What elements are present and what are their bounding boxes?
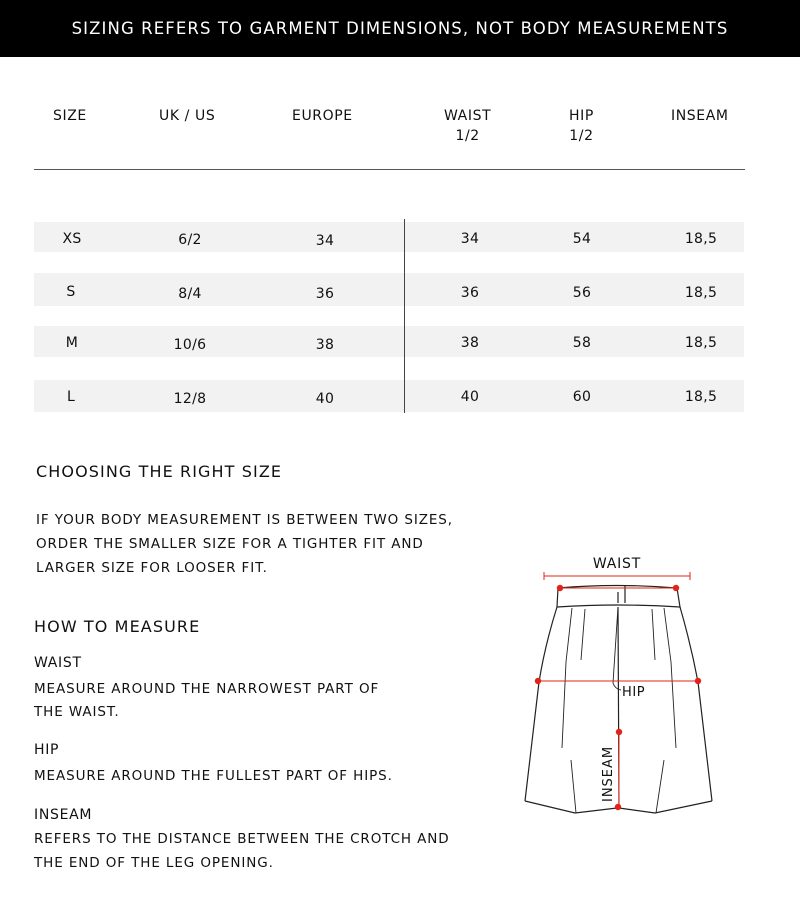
inseam-line: THE END OF THE LEG OPENING.: [34, 855, 274, 871]
cell-size: S: [66, 284, 76, 300]
cell-hip: 58: [572, 335, 592, 351]
header-divider: [34, 169, 745, 170]
cell-inseam: 18,5: [684, 231, 718, 247]
header-hip: HIP 1/2: [569, 108, 594, 144]
cell-inseam: 18,5: [684, 335, 718, 351]
cell-waist: 38: [460, 335, 480, 351]
inseam-label: INSEAM: [601, 745, 616, 802]
waist-label: WAIST: [592, 556, 642, 572]
header-size: SIZE: [53, 108, 87, 124]
cell-hip: 56: [572, 285, 592, 301]
cell-size: M: [65, 335, 79, 351]
waist-line: MEASURE AROUND THE NARROWEST PART OF: [34, 681, 380, 697]
cell-waist: 34: [460, 231, 480, 247]
cell-waist: 36: [460, 285, 480, 301]
choosing-line: IF YOUR BODY MEASUREMENT IS BETWEEN TWO SIZES,: [36, 512, 453, 528]
cell-uk-us: 10/6: [173, 337, 207, 353]
hip-title: HIP: [34, 742, 60, 758]
left-outer-seam: [525, 607, 557, 801]
cell-europe: 38: [315, 337, 335, 353]
cell-europe: 36: [315, 286, 335, 302]
waist-line: THE WAIST.: [34, 704, 120, 720]
header-waist: WAIST 1/2: [444, 108, 492, 144]
cell-size: L: [66, 389, 76, 405]
cell-europe: 34: [315, 233, 335, 249]
cell-waist: 40: [460, 389, 480, 405]
choosing-title: CHOOSING THE RIGHT SIZE: [36, 462, 283, 481]
inseam-title: INSEAM: [34, 807, 93, 823]
header-uk-us: UK / US: [159, 108, 216, 124]
cell-uk-us: 6/2: [178, 232, 202, 248]
cell-europe: 40: [315, 391, 335, 407]
choosing-line: ORDER THE SMALLER SIZE FOR A TIGHTER FIT AND: [36, 536, 424, 552]
cell-inseam: 18,5: [684, 285, 718, 301]
cell-uk-us: 12/8: [173, 391, 207, 407]
hip-label: HIP: [622, 685, 646, 700]
inseam-line: REFERS TO THE DISTANCE BETWEEN THE CROTCH AND: [34, 831, 450, 847]
cell-inseam: 18,5: [684, 389, 718, 405]
measure-title: HOW TO MEASURE: [34, 617, 201, 636]
cell-hip: 54: [572, 231, 592, 247]
header-europe: EUROPE: [292, 108, 353, 124]
choosing-line: LARGER SIZE FOR LOOSER FIT.: [36, 560, 268, 576]
hip-line: MEASURE AROUND THE FULLEST PART OF HIPS.: [34, 768, 393, 784]
cell-size: XS: [62, 231, 82, 247]
header-inseam: INSEAM: [671, 108, 729, 124]
shorts-measurement-diagram: [515, 545, 725, 825]
cell-uk-us: 8/4: [178, 286, 202, 302]
waist-title: WAIST: [34, 655, 82, 671]
column-divider: [404, 219, 405, 413]
cell-hip: 60: [572, 389, 592, 405]
page-banner: SIZING REFERS TO GARMENT DIMENSIONS, NOT BODY MEASUREMENTS: [0, 0, 800, 57]
right-hem: [619, 801, 712, 813]
right-outer-seam: [680, 607, 712, 801]
